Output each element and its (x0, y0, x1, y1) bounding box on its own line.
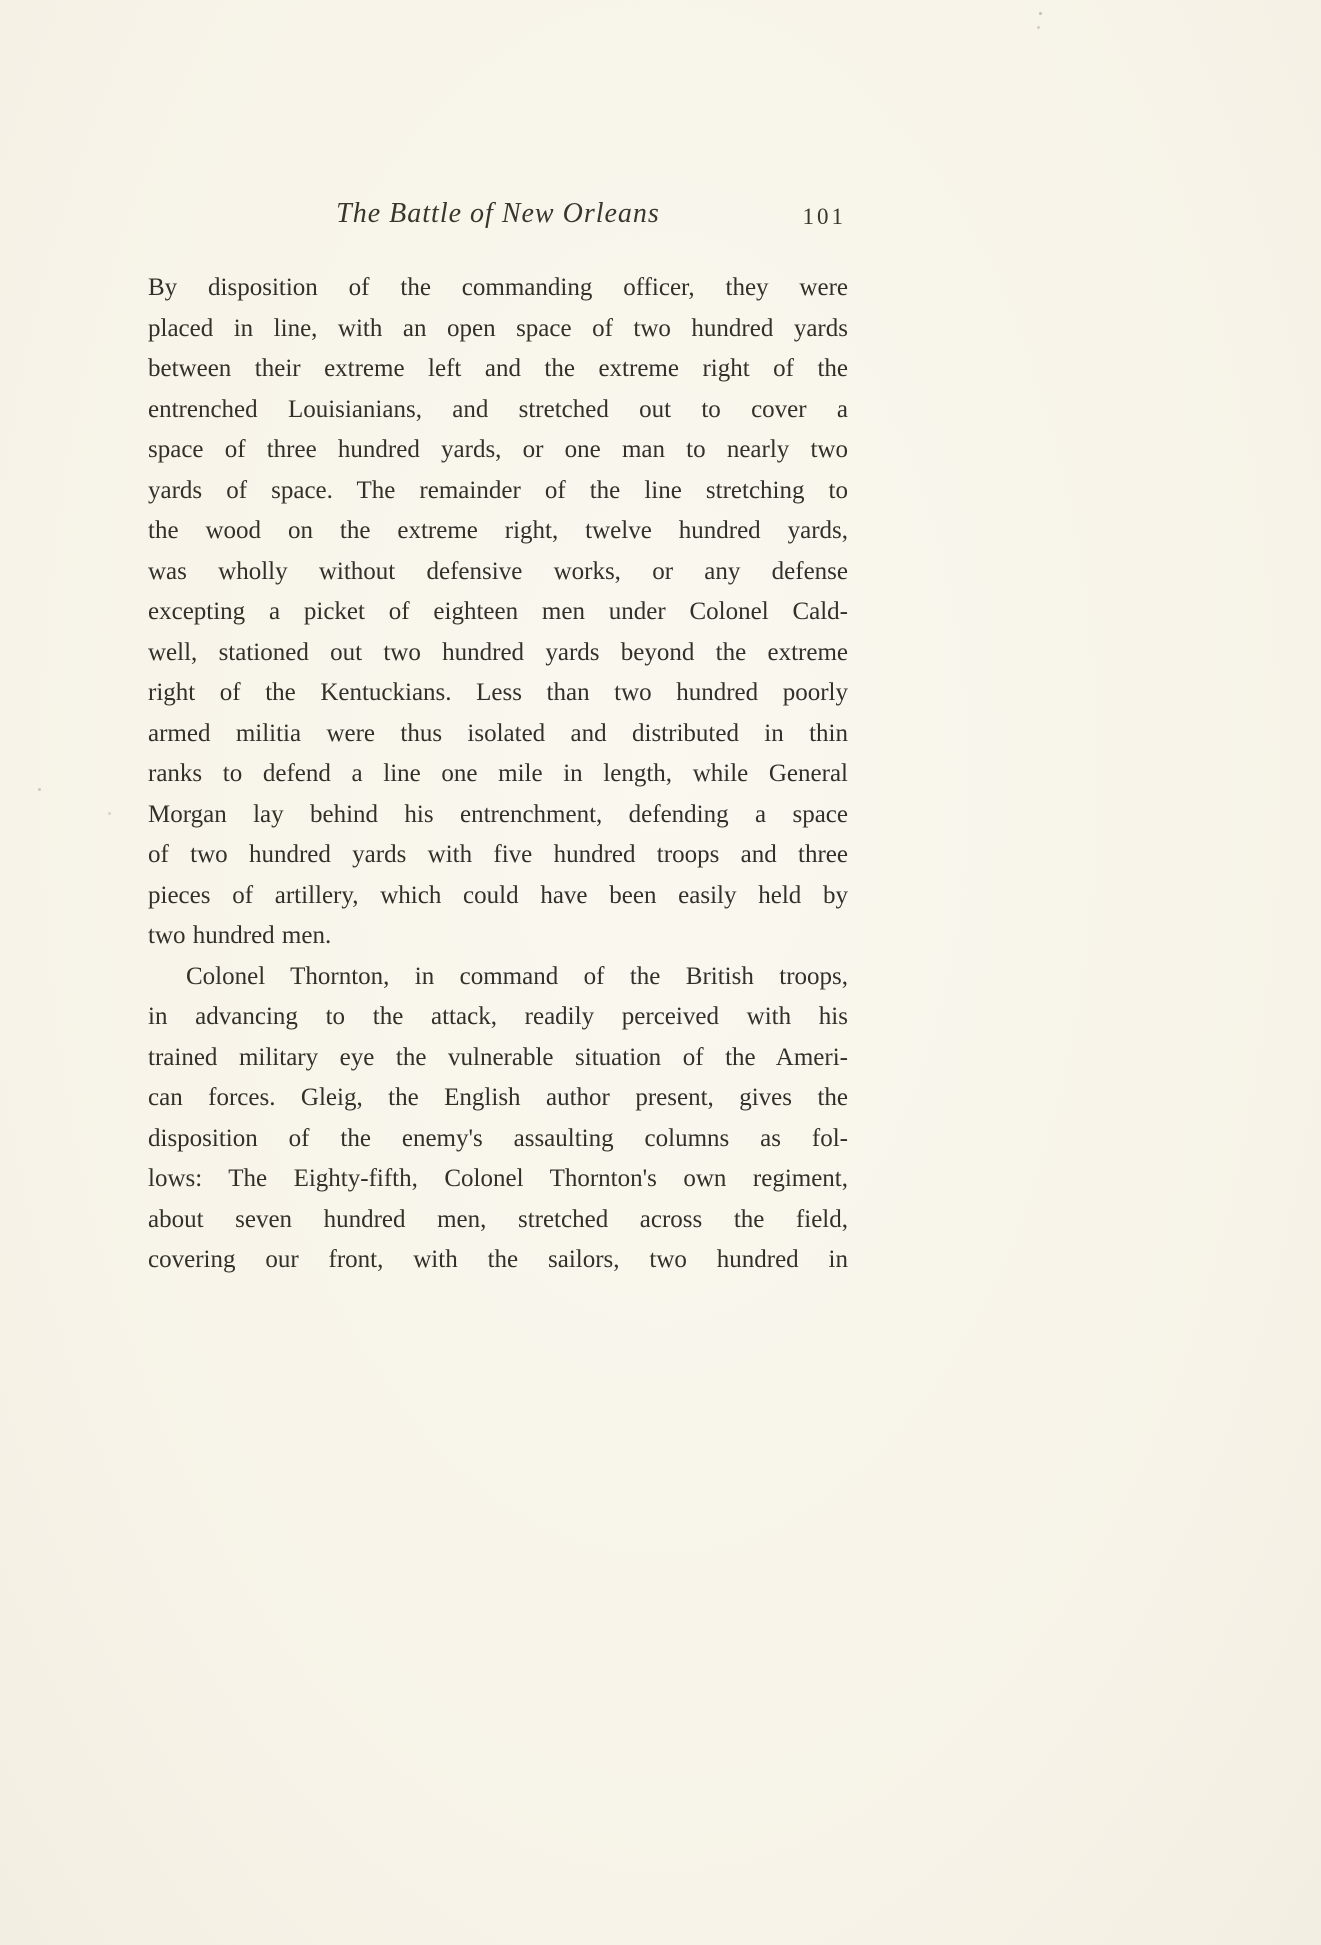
text-line: ranks to defend a line one mile in length, while General (148, 760, 848, 787)
text-line: space of three hundred yards, or one man to nearly two (148, 436, 848, 463)
text-line: lows: The Eighty-fifth, Colonel Thornton's own regiment, (148, 1165, 848, 1192)
text-line: Morgan lay behind his entrenchment, defending a space (148, 800, 848, 828)
text-line: excepting a picket of eighteen men under Colonel Cald- (148, 598, 848, 625)
scan-artifact (1037, 26, 1040, 29)
text-line: in advancing to the attack, readily perceived with his (148, 1003, 848, 1030)
body-text (148, 268, 848, 1281)
text-line: disposition of the enemy's assaulting columns as fol- (148, 1124, 848, 1152)
text-line: armed militia were thus isolated and distributed in thin (148, 719, 848, 747)
page-number: 101 (802, 204, 846, 229)
text-line: can forces. Gleig, the English author present, gives the (148, 1084, 848, 1111)
scan-artifact (108, 812, 111, 815)
text-line: between their extreme left and the extreme right of the (148, 355, 848, 382)
text-line: covering our front, with the sailors, two hundred in (148, 1246, 848, 1273)
scan-artifact (1039, 12, 1042, 15)
text-line: By disposition of the commanding officer, they were (148, 274, 848, 301)
running-header (148, 198, 848, 242)
text-line: yards of space. The remainder of the line stretching to (148, 476, 848, 504)
text-line: was wholly without defensive works, or any defense (148, 557, 848, 585)
text-line: about seven hundred men, stretched across the field, (148, 1205, 848, 1233)
text-line: placed in line, with an open space of two hundred yards (148, 314, 848, 342)
text-line: the wood on the extreme right, twelve hundred yards, (148, 517, 848, 544)
scan-artifact (38, 788, 41, 791)
paragraph (148, 268, 848, 957)
page-title: The Battle of New Orleans (336, 198, 660, 229)
text-line: pieces of artillery, which could have been easily held by (148, 881, 848, 909)
text-line: two hundred men. (148, 922, 332, 949)
text-line: entrenched Louisianians, and stretched out to cover a (148, 395, 848, 423)
paragraph (148, 957, 848, 1281)
text-line: Colonel Thornton, in command of the British troops, (186, 962, 848, 990)
text-line: well, stationed out two hundred yards beyond the extreme (148, 638, 848, 666)
text-line: right of the Kentuckians. Less than two hundred poorly (148, 679, 848, 706)
text-line: of two hundred yards with five hundred troops and three (148, 841, 848, 868)
page-content (148, 198, 848, 1281)
text-line: trained military eye the vulnerable situation of the Ameri- (148, 1043, 848, 1071)
